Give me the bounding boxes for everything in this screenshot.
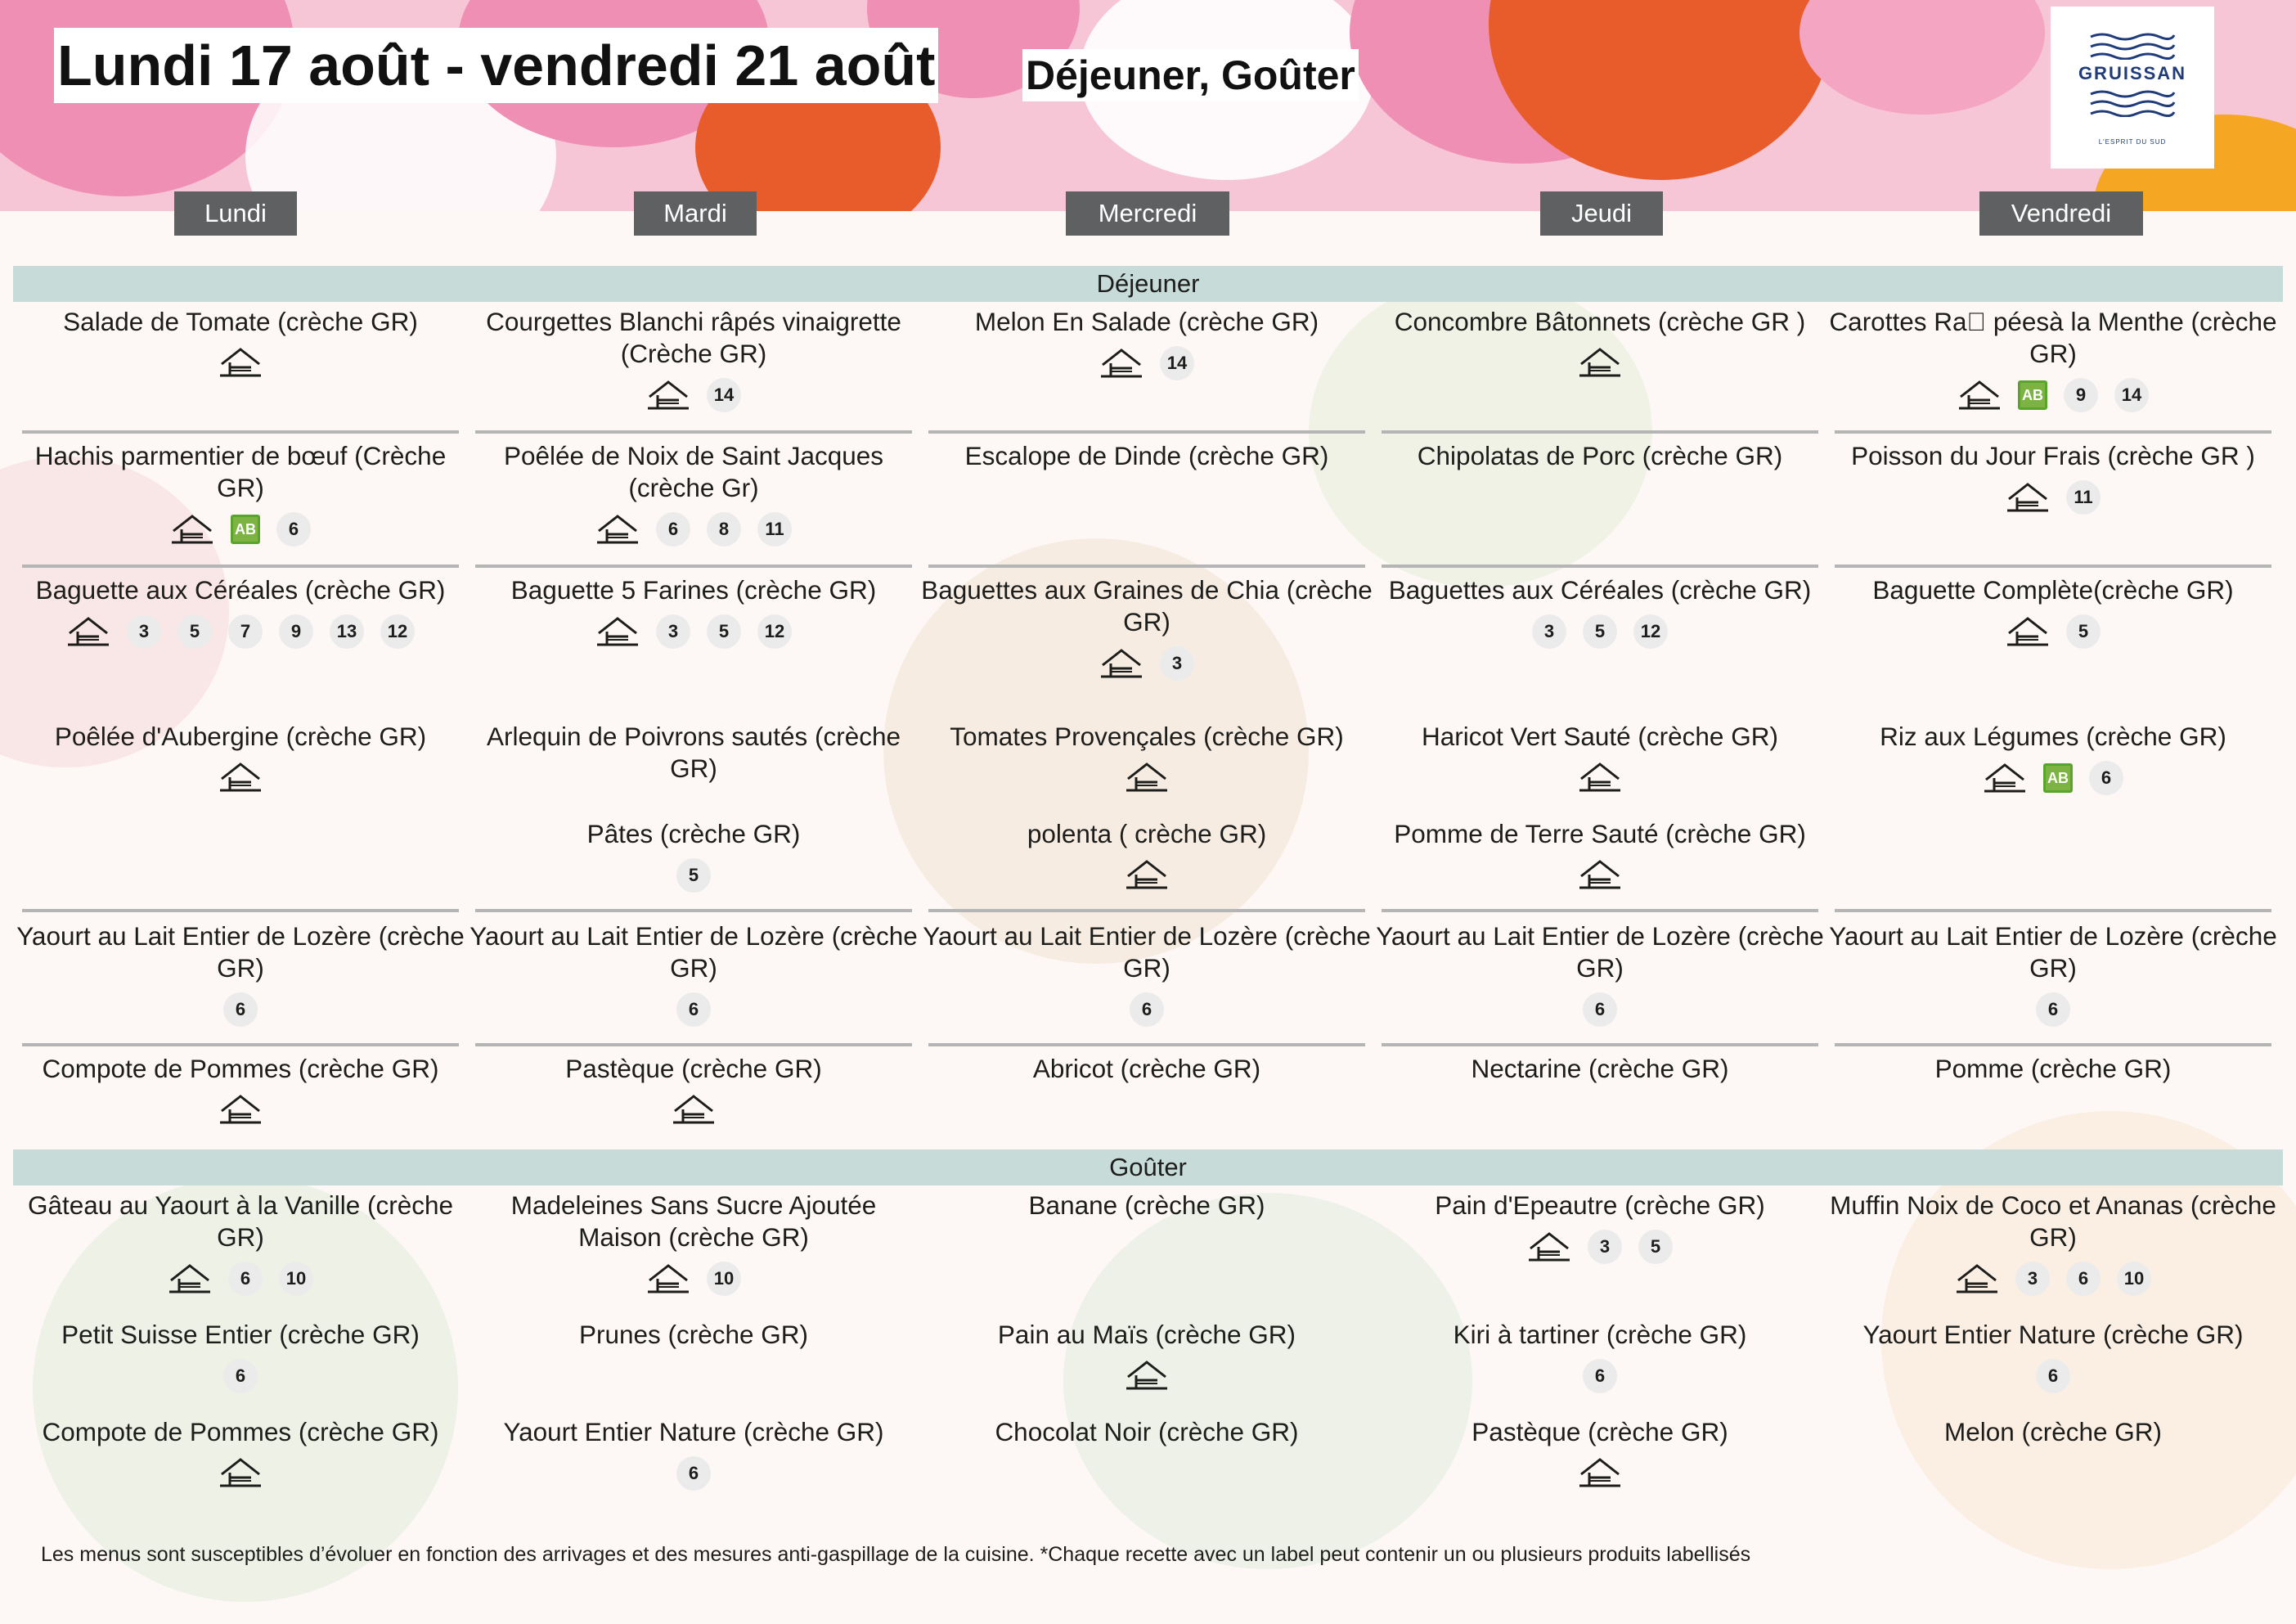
day-tab-lundi: Lundi [174,191,297,236]
allergen-badge: 6 [2036,992,2070,1027]
menu-item [920,574,1373,681]
menu-item-name: Gâteau au Yaourt à la Vanille (crèche GR) [27,1190,454,1252]
allergen-badge: 12 [380,614,415,649]
menu-item [14,1190,467,1296]
menu-item [14,440,467,547]
menu-item-icons [1373,992,1826,1027]
allergen-badge: 5 [707,614,741,649]
house-icon [66,615,110,648]
section-dejeuner: Déjeuner [13,266,2283,302]
menu-item-icons [14,1093,467,1126]
row-separator [928,430,1365,434]
house-icon [1527,1230,1571,1263]
house-icon [595,513,640,546]
menu-item-name: Muffin Noix de Coco et Ananas (crèche GR) [1830,1190,2276,1252]
menu-item-name: polenta ( crèche GR) [1027,819,1267,848]
allergen-badge: 12 [757,614,792,649]
menu-item [920,306,1373,380]
menu-item [467,818,920,893]
row-separator [475,1043,912,1046]
menu-item [920,818,1373,891]
allergen-badge: 5 [1638,1230,1673,1264]
menu-item [1373,440,1826,472]
menu-item [14,1319,467,1393]
menu-item-name: Chocolat Noir (crèche GR) [995,1417,1299,1446]
menu-item [920,920,1373,1027]
bio-label-icon: AB [2018,380,2047,410]
house-icon [218,346,263,379]
logo [2051,7,2214,169]
menu-item-name: Baguettes aux Graines de Chia (crèche GR) [921,575,1373,637]
house-icon [1578,761,1622,794]
menu-item-name: Concombre Bâtonnets (crèche GR ) [1394,307,1806,336]
menu-item-name: Melon En Salade (crèche GR) [974,307,1319,336]
menu-item-icons [14,512,467,547]
menu-item-icons [14,1456,467,1489]
menu-item-icons [1826,992,2280,1027]
menu-item-name: Compote de Pommes (crèche GR) [42,1417,439,1446]
menu-item [1373,1190,1826,1264]
bio-label-icon: AB [231,515,260,544]
allergen-badge: 3 [1588,1230,1622,1264]
menu-item-icons [467,512,920,547]
menu-item-name: Arlequin de Poivrons sautés (crèche GR) [486,722,901,783]
menu-item [1826,1053,2280,1085]
house-icon [1099,647,1144,680]
house-icon [672,1093,716,1126]
row-separator [1835,909,2271,912]
menu-item-name: Yaourt au Lait Entier de Lozère (crèche GR) [470,921,918,983]
house-icon [1125,761,1169,794]
menu-item-name: Riz aux Légumes (crèche GR) [1880,722,2226,751]
row-separator [1382,565,1818,568]
menu-item-icons [1373,761,1826,794]
menu-item-icons [920,346,1373,380]
menu-item [467,920,920,1027]
menu-item-name: Salade de Tomate (crèche GR) [63,307,418,336]
menu-item [467,1053,920,1126]
page-subtitle: Déjeuner, Goûter [1022,49,1359,101]
menu-item [467,721,920,785]
menu-item-name: Nectarine (crèche GR) [1471,1054,1729,1083]
menu-item [1373,721,1826,794]
menu-item [920,1416,1373,1448]
allergen-badge: 11 [2066,480,2101,515]
menu-item [14,1416,467,1489]
allergen-badge: 3 [1160,646,1194,681]
allergen-badge: 6 [228,1262,263,1296]
menu-item-name: Courgettes Blanchi râpés vinaigrette (Crèche GR) [486,307,901,368]
row-separator [1382,430,1818,434]
menu-item [14,1053,467,1126]
menu-item-name: Chipolatas de Porc (crèche GR) [1417,441,1783,470]
menu-item-name: Tomates Provençales (crèche GR) [950,722,1344,751]
menu-item [1826,1190,2280,1296]
menu-item-name: Carottes Ra  péesà la Menthe (crèche GR) [1829,307,2277,368]
menu-item-name: Yaourt au Lait Entier de Lozère (crèche GR) [16,921,465,983]
menu-item-icons [14,1262,467,1296]
row-separator [22,430,459,434]
menu-item-name: Haricot Vert Sauté (crèche GR) [1422,722,1778,751]
allergen-badge: 3 [656,614,690,649]
house-icon [1955,1262,1999,1295]
allergen-badge: 8 [707,512,741,547]
menu-item-icons [14,346,467,379]
row-separator [1835,1043,2271,1046]
menu-item-icons [1373,614,1826,649]
menu-item-icons [14,992,467,1027]
menu-item-icons [1373,1456,1826,1489]
menu-item-name: Pâtes (crèche GR) [586,819,801,848]
menu-item [1373,1319,1826,1393]
menu-item-name: Melon (crèche GR) [1943,1417,2163,1446]
house-icon [170,513,214,546]
menu-item-name: Baguette Complète(crèche GR) [1872,575,2234,605]
row-separator [1382,1043,1818,1046]
menu-item [1373,920,1826,1027]
waves-icon [2087,30,2177,60]
menu-item [1373,306,1826,379]
allergen-badge: 14 [1160,346,1194,380]
day-tab-mercredi: Mercredi [1066,191,1229,236]
menu-item [1826,574,2280,649]
menu-item-icons [1826,378,2280,412]
menu-item-name: Pain au Maïs (crèche GR) [997,1320,1296,1349]
menu-item [1826,306,2280,412]
allergen-badge: 6 [1583,1359,1617,1393]
house-icon [168,1262,212,1295]
menu-item-icons [467,614,920,649]
row-separator [1382,909,1818,912]
menu-item [467,1319,920,1351]
menu-item-icons [1373,1230,1826,1264]
allergen-badge: 6 [2089,761,2123,795]
menu-item-name: Pomme (crèche GR) [1934,1054,2172,1083]
menu-item [467,440,920,547]
allergen-badge: 6 [2066,1262,2101,1296]
footer-note: Les menus sont susceptibles d’évoluer en fonction des arrivages et des mesures anti-gaspillage de la cuisine. *Chaque recette avec un label peut contenir un ou plusieurs produits labellisés [41,1543,1751,1566]
menu-item-name: Yaourt au Lait Entier de Lozère (crèche GR) [1376,921,1824,983]
menu-item [920,1319,1373,1392]
menu-item-name: Banane (crèche GR) [1028,1190,1265,1220]
logo-text: GRUISSAN [2078,62,2187,83]
row-separator [22,565,459,568]
house-icon [1578,1456,1622,1489]
menu-item-name: Poêlée d'Aubergine (crèche GR) [54,722,427,751]
menu-item-icons [467,1456,920,1491]
allergen-badge: 9 [279,614,313,649]
allergen-badge: 14 [2114,378,2149,412]
menu-item [1826,721,2280,795]
menu-item-name: Prunes (crèche GR) [578,1320,809,1349]
menu-item [1826,1319,2280,1393]
house-icon [1983,762,2027,794]
house-icon [1578,346,1622,379]
allergen-badge: 12 [1633,614,1668,649]
allergen-badge: 6 [676,1456,711,1491]
menu-item-icons [14,614,467,649]
row-separator [22,1043,459,1046]
menu-item-icons [1826,1262,2280,1296]
menu-item-name: Petit Suisse Entier (crèche GR) [61,1320,420,1349]
allergen-badge: 10 [2117,1262,2151,1296]
house-icon [1578,858,1622,891]
menu-item-icons [920,1359,1373,1392]
menu-item-name: Baguettes aux Céréales (crèche GR) [1388,575,1812,605]
menu-item-icons [920,646,1373,681]
house-icon [1125,858,1169,891]
menu-item-name: Baguette 5 Farines (crèche GR) [510,575,877,605]
menu-item-icons [1826,614,2280,649]
menu-item-icons [1373,858,1826,891]
day-tab-mardi: Mardi [634,191,757,236]
menu-item-name: Pastèque (crèche GR) [1472,1417,1728,1446]
menu-item [14,920,467,1027]
menu-item [920,1190,1373,1221]
bio-label-icon: AB [2043,763,2073,793]
menu-item-icons [920,761,1373,794]
allergen-badge: 3 [127,614,161,649]
allergen-badge: 14 [707,378,741,412]
menu-item-icons [467,992,920,1027]
menu-item-name: Yaourt au Lait Entier de Lozère (crèche GR) [1829,921,2277,983]
menu-item [920,721,1373,794]
allergen-badge: 10 [279,1262,313,1296]
day-tab-vendredi: Vendredi [1979,191,2143,236]
house-icon [1957,379,2002,412]
row-separator [475,909,912,912]
menu-item-icons [14,761,467,794]
allergen-badge: 5 [1583,614,1617,649]
menu-item-icons [1373,1359,1826,1393]
menu-item-icons [467,1093,920,1126]
row-separator [22,909,459,912]
allergen-badge: 6 [223,1359,258,1393]
menu-item-icons [1826,761,2280,795]
menu-item-icons [467,1262,920,1296]
house-icon [2006,481,2050,514]
menu-item-name: Yaourt au Lait Entier de Lozère (crèche GR) [923,921,1371,983]
menu-item-icons [14,1359,467,1393]
menu-item [1373,1053,1826,1085]
allergen-badge: 6 [276,512,311,547]
row-separator [475,565,912,568]
menu-item [920,1053,1373,1085]
house-icon [218,761,263,794]
menu-item [467,1416,920,1491]
menu-item-name: Yaourt Entier Nature (crèche GR) [503,1417,884,1446]
menu-item-name: Hachis parmentier de bœuf (Crèche GR) [34,441,447,502]
row-separator [1835,565,2271,568]
menu-item [467,1190,920,1296]
menu-item-icons [920,992,1373,1027]
menu-item-icons [1826,1359,2280,1393]
menu-item-name: Poisson du Jour Frais (crèche GR ) [1851,441,2255,470]
menu-item [1373,1416,1826,1489]
menu-item-name: Escalope de Dinde (crèche GR) [964,441,1329,470]
menu-item-name: Pain d'Epeautre (crèche GR) [1435,1190,1765,1220]
menu-item-icons [920,858,1373,891]
allergen-badge: 5 [177,614,212,649]
menu-item-name: Compote de Pommes (crèche GR) [42,1054,439,1083]
allergen-badge: 5 [676,858,711,893]
menu-item-icons [467,378,920,412]
allergen-badge: 6 [1583,992,1617,1027]
body-background [0,211,2296,1624]
menu-item-name: Yaourt Entier Nature (crèche GR) [1862,1320,2244,1349]
menu-item [467,574,920,649]
logo-tagline: L'ESPRIT DU SUD [2098,137,2167,146]
house-icon [218,1456,263,1489]
house-icon [646,379,690,412]
section-gouter: Goûter [13,1149,2283,1185]
menu-item-name: Kiri à tartiner (crèche GR) [1453,1320,1747,1349]
allergen-badge: 6 [656,512,690,547]
house-icon [218,1093,263,1126]
menu-item-name: Abricot (crèche GR) [1032,1054,1261,1083]
menu-item [1826,440,2280,515]
house-icon [646,1262,690,1295]
allergen-badge: 6 [676,992,711,1027]
menu-item-name: Poêlée de Noix de Saint Jacques (crèche Gr) [503,441,884,502]
allergen-badge: 10 [707,1262,741,1296]
menu-item-icons [467,858,920,893]
waves-icon [2087,88,2177,117]
allergen-badge: 7 [228,614,263,649]
house-icon [1125,1359,1169,1392]
allergen-badge: 13 [330,614,364,649]
day-tab-jeudi: Jeudi [1540,191,1663,236]
menu-item [1826,920,2280,1027]
menu-item [467,306,920,412]
page-title: Lundi 17 août - vendredi 21 août [54,28,938,103]
menu-item [14,574,467,649]
menu-item-name: Baguette aux Céréales (crèche GR) [35,575,446,605]
allergen-badge: 6 [1130,992,1164,1027]
house-icon [1099,347,1144,380]
allergen-badge: 3 [2015,1262,2050,1296]
house-icon [2006,615,2050,648]
menu-item-icons [1373,346,1826,379]
menu-item-name: Pastèque (crèche GR) [565,1054,822,1083]
menu-item [14,721,467,794]
row-separator [928,909,1365,912]
allergen-badge: 3 [1532,614,1566,649]
menu-item [1373,574,1826,649]
row-separator [928,565,1365,568]
menu-item [1826,1416,2280,1448]
allergen-badge: 6 [2036,1359,2070,1393]
menu-item-name: Pomme de Terre Sauté (crèche GR) [1394,819,1806,848]
house-icon [595,615,640,648]
menu-item [920,440,1373,472]
allergen-badge: 11 [757,512,792,547]
row-separator [475,430,912,434]
row-separator [1835,430,2271,434]
menu-item-icons [1826,480,2280,515]
allergen-badge: 9 [2064,378,2098,412]
menu-item [1373,818,1826,891]
allergen-badge: 5 [2066,614,2101,649]
allergen-badge: 6 [223,992,258,1027]
menu-item [14,306,467,379]
row-separator [928,1043,1365,1046]
menu-item-name: Madeleines Sans Sucre Ajoutée Maison (crèche GR) [510,1190,877,1252]
